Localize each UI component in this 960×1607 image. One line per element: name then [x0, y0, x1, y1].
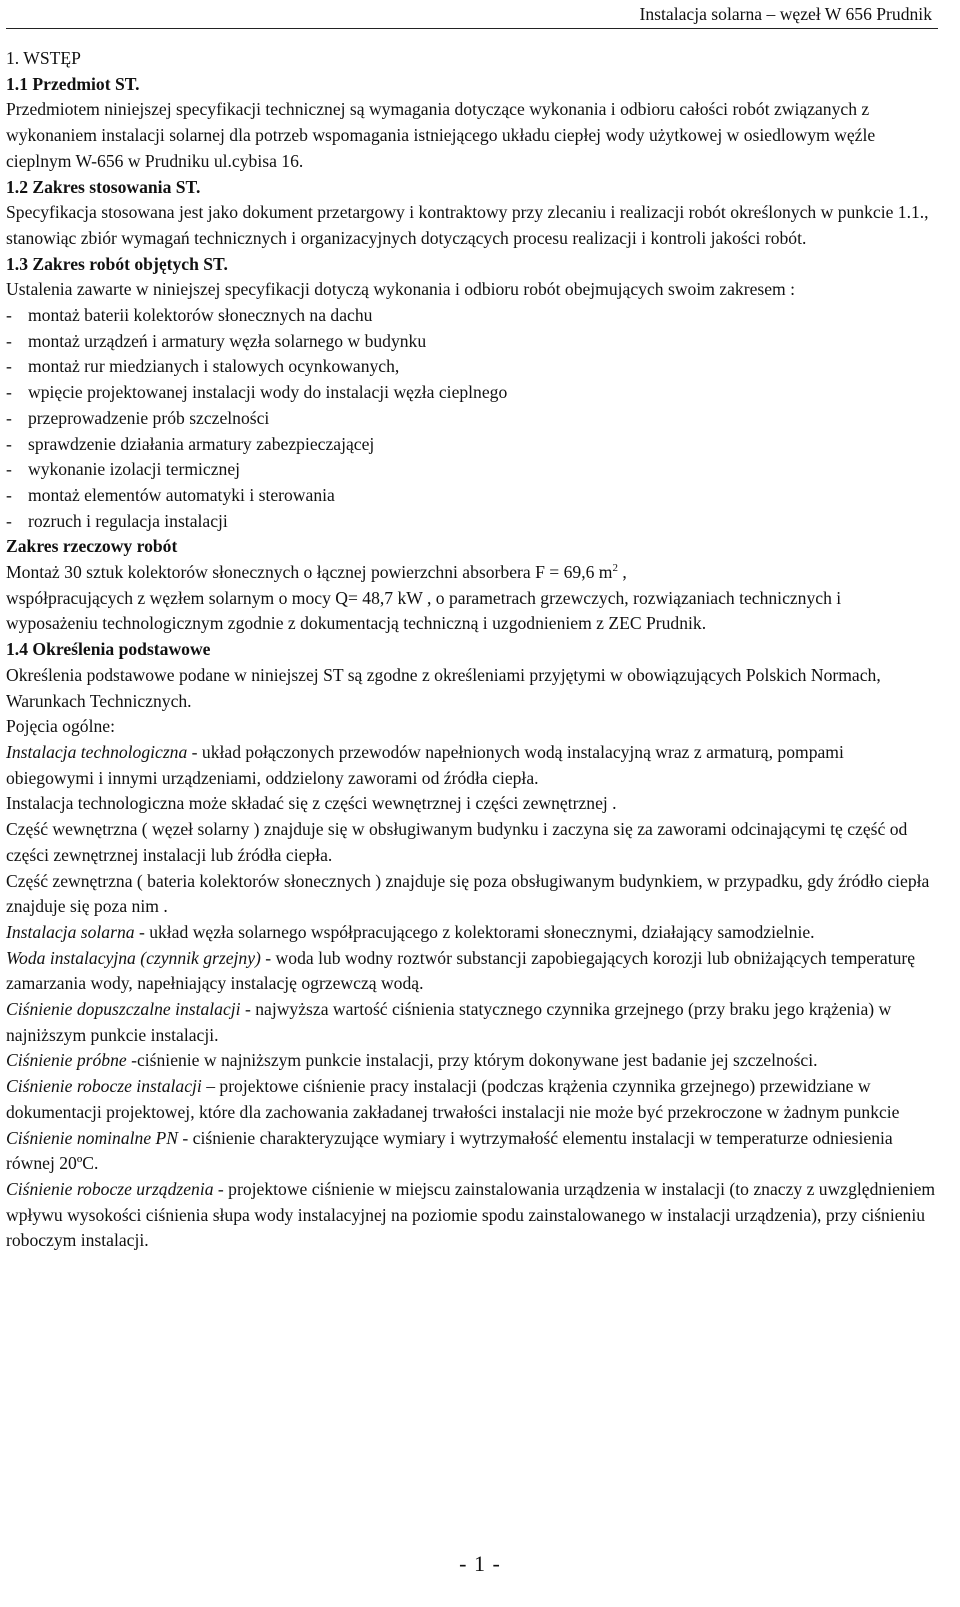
section-heading-wstep: 1. WSTĘP	[6, 48, 81, 68]
list-item: - wpięcie projektowanej instalacji wody do instalacji węzła cieplnego	[6, 382, 508, 403]
list-item: - montaż urządzeń i armatury węzła solarnego w budynku	[6, 330, 427, 351]
paragraph-czesc-wewnetrzna: Część wewnętrzna ( węzeł solarny ) znajduje się w obsługiwanym budynku i zaczyna się za zaworami odcinającymi tę część od części zewnętrznej instalacji lub źródła ciepła.	[6, 819, 908, 865]
definition-woda-instalacyjna: Woda instalacyjna (czynnik grzejny) - woda lub wodny roztwór substancji zapobiegających korozji lub obniżających temperaturę zamarzania wody, napełniający instalację ogrzewczą wodą.	[6, 947, 916, 994]
heading-1-2: 1.2 Zakres stosowania ST.	[6, 176, 201, 197]
heading-1-4: 1.4 Określenia podstawowe	[6, 639, 211, 660]
paragraph-1-2: Specyfikacja stosowana jest jako dokument przetargowy i kontraktowy przy zlecaniu i realizacji robót określonych w punkcie 1.1., stanowiąc zbiór wymagań technicznych i organizacyjnych dotyczących procesu realizacji i kontroli jakości robót.	[6, 202, 929, 248]
label-pojecia: Pojęcia ogólne:	[6, 716, 115, 737]
paragraph-czesc-zewnetrzna: Część zewnętrzna ( bateria kolektorów słonecznych ) znajduje się poza obsługiwanym budynkiem, w przypadku, gdy źródło ciepła znajduje się poza nim .	[6, 870, 930, 917]
running-header: Instalacja solarna – węzeł W 656 Prudnik	[639, 4, 932, 24]
definition-cisnienie-probne: Ciśnienie próbne -ciśnienie w najniższym punkcie instalacji, przy którym dokonywane jest badanie jej szczelności.	[6, 1050, 818, 1071]
list-item: - sprawdzenie działania armatury zabezpieczającej	[6, 433, 375, 454]
definition-cisnienie-robocze-instalacji: Ciśnienie robocze instalacji – projektowe ciśnienie pracy instalacji (podczas krążenia czynnika grzejnego) przewidziane w dokumentacji projektowej, które dla zachowania zakładanej trwałości instalacji nie może być przekroczone w żadnym punkcie	[6, 1076, 900, 1122]
heading-1-3: 1.3 Zakres robót objętych ST.	[6, 253, 228, 274]
superscript-2: 2	[612, 562, 618, 575]
paragraph-1-3-intro: Ustalenia zawarte w niniejszej specyfikacji dotyczą wykonania i odbioru robót obejmujących swoim zakresem :	[6, 279, 796, 300]
list-item: - wykonanie izolacji termicznej	[6, 459, 241, 480]
header-rule	[6, 28, 938, 29]
scope-list	[6, 303, 936, 534]
definition-instalacja-technologiczna: Instalacja technologiczna - układ połączonych przewodów napełnionych wodą instalacyjną wraz z armaturą, pompami obiegowymi i innymi urządzeniami, oddzielony zaworami od źródła ciepła.	[6, 741, 844, 788]
paragraph-czesci: Instalacja technologiczna może składać się z części wewnętrznej i części zewnętrznej .	[6, 793, 617, 814]
definition-cisnienie-robocze-urzadzenia: Ciśnienie robocze urządzenia - projektowe ciśnienie w miejscu zainstalowania urządzenia w instalacji (to znaczy z uwzględnieniem wpływu wysokości ciśnienia słupa wody instalacyjnej na poziomie spodu zainstalowanego w instalacji urządzenia), przy ciśnieniu roboczym instalacji.	[6, 1178, 936, 1251]
paragraph-zakres-rzeczowy: Montaż 30 sztuk kolektorów słonecznych o łącznej powierzchni absorbera F = 69,6 $m^2$ , współpracujących z węzłem solarnym o mocy Q= 48,7 kW , o parametrach grzewczych, rozwiązaniach technicznych i wyposażeniu technologicznym zgodnie z dokumentacją techniczną i uzgodnieniem z ZEC Prudnik.	[6, 562, 842, 634]
list-item: - montaż rur miedzianych i stalowych ocynkowanych,	[6, 356, 400, 377]
heading-zakres-rzeczowy: Zakres rzeczowy robót	[6, 536, 178, 557]
heading-1-1: 1.1 Przedmiot ST.	[6, 73, 140, 94]
definition-cisnienie-dopuszczalne: Ciśnienie dopuszczalne instalacji - najwyższa wartość ciśnienia statycznego czynnika grzejnego (przy braku jego krążenia) w najniższym punkcie instalacji.	[6, 999, 892, 1045]
list-item: - montaż elementów automatyki i sterowania	[6, 484, 335, 505]
list-item: - przeprowadzenie prób szczelności	[6, 407, 270, 428]
definition-cisnienie-nominalne: Ciśnienie nominalne PN - ciśnienie charakteryzujące wymiary i wytrzymałość elementu instalacji w temperaturze odniesienia równej 20ºC.	[6, 1127, 893, 1174]
page-number: - 1 -	[459, 1551, 501, 1576]
paragraph-1-1: Przedmiotem niniejszej specyfikacji technicznej są wymagania dotyczące wykonania i odbioru całości robót związanych z wykonaniem instalacji solarnej dla potrzeb wspomagania istniejącego układu ciepłej wody użytkowej w osiedlowym węźle cieplnym W-656 w Prudniku ul.cybisa 16.	[6, 99, 876, 171]
paragraph-1-4-intro: Określenia podstawowe podane w niniejszej ST są zgodne z określeniami przyjętymi w obowiązujących Polskich Normach, Warunkach Technicznych.	[6, 664, 881, 711]
list-item: - rozruch i regulacja instalacji	[6, 510, 228, 531]
list-item: - montaż baterii kolektorów słonecznych na dachu	[6, 305, 373, 326]
document-body	[6, 46, 936, 1254]
definition-instalacja-solarna: Instalacja solarna - układ węzła solarnego współpracującego z kolektorami słonecznymi, działający samodzielnie.	[6, 921, 815, 942]
